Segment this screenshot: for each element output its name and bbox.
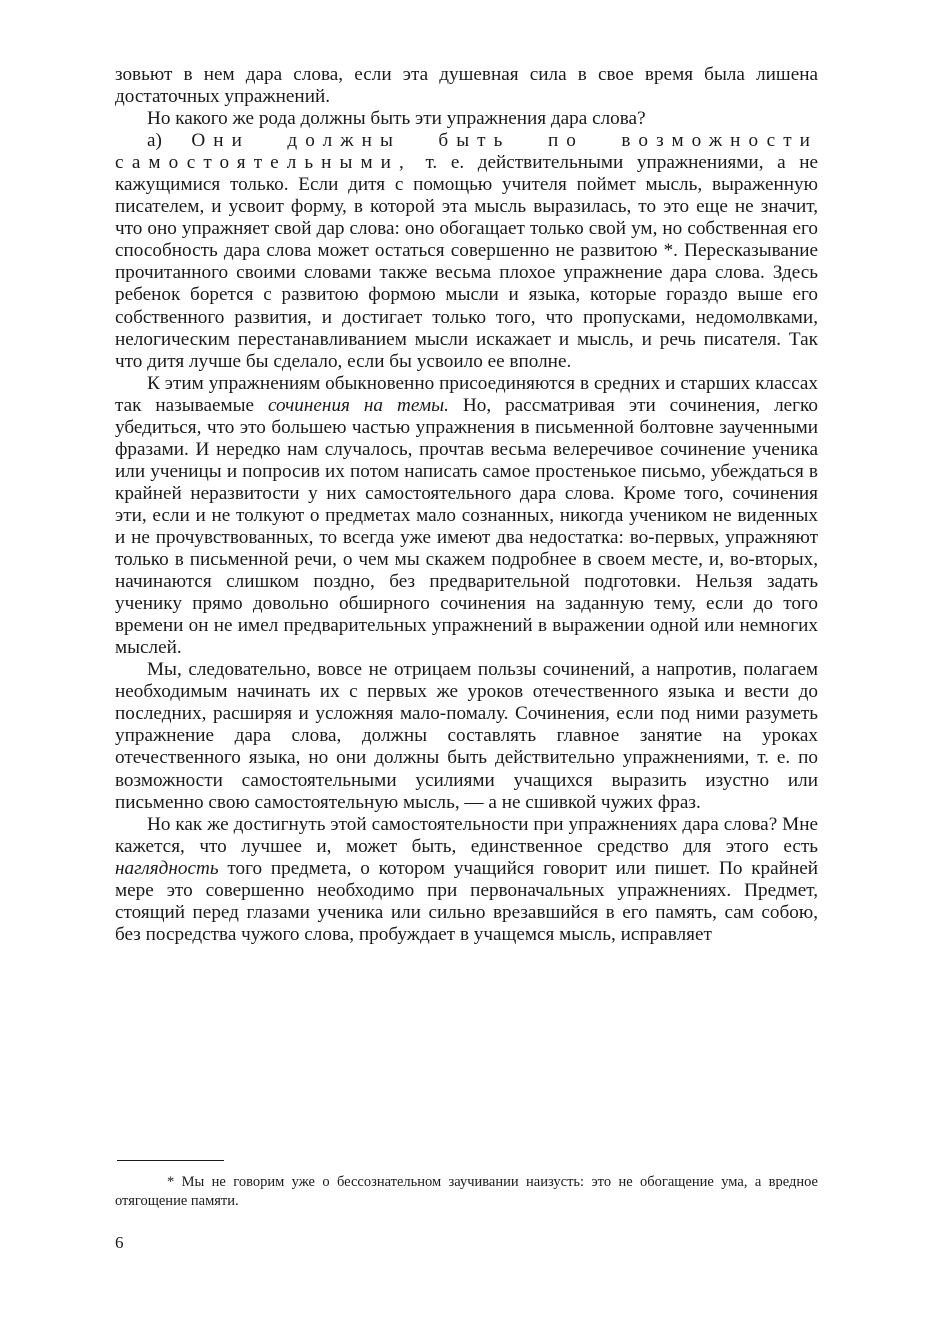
- paragraph-compositions: [115, 373, 818, 660]
- text-before: Но как же достигнуть этой самостоятельности при упражнениях дара слова? Мне кажется, что лучшее и, может быть, единственное средство для этого есть: [115, 813, 818, 857]
- paragraph-conclusion: Мы, следовательно, вовсе не отрицаем пользы сочинений, а напротив, полагаем необходимым начинать их с первых же уроков отечественного языка и вести до последних, расширяя и усложняя мало-помалу. Сочинения, если под ними разуметь упражнение дара слова, должны составлять главное занятие на уроках отечественного языка, но они должны быть действительно упражнениями, т. е. по возможности самостоятельными усилиями учащихся выразить изустно или письменно свою самостоятельную мысль, — а не сшивкой чужих фраз.: [115, 659, 818, 813]
- point-marker: а): [147, 130, 192, 152]
- text-before: К этим упражнениям обыкновенно присоединяются в средних и старших классах так называемые: [115, 372, 818, 416]
- page-number: 6: [115, 1233, 124, 1252]
- body-text: [115, 64, 818, 946]
- spaced-emphasis: Они должны быть по возможности самостоятельными,: [115, 130, 818, 174]
- paragraph-point-a-text: т. е. действительными упражнениями, а не кажущимися только. Если дитя с помощью учителя поймет мысль, выраженную писателем, и усвоит форму, в которой эта мысль выразилась, то это еще не значит, что оно упражняет свой дар слова: оно обогащает только свой ум, но собственная его способность дара слова может остаться совершенно не развитою *. Пересказывание прочитанного своими словами также весьма плохое упражнение дара слова. Здесь ребенок борется с развитою формою мысли и языка, которые гораздо выше его собственного развития, и достигает только того, что пропусками, недомолвками, нелогическим перестанавливанием мысли искажает и мысль, и речь писателя. Так что дитя лучше бы сделало, если бы усвоило ее вполне.: [115, 152, 818, 372]
- paragraph-point-a: [115, 130, 818, 373]
- paragraph-continued: зовьют в нем дара слова, если эта душевная сила в свое время была лишена достаточных упражнений.: [115, 64, 818, 108]
- italic-term: наглядность: [115, 857, 219, 879]
- paragraph-visuality: [115, 814, 818, 946]
- footnote: * Мы не говорим уже о бессознательном заучивании наизусть: это не обогащение ума, а вредное отягощение памяти.: [115, 1174, 818, 1209]
- text-after: Но, рассматривая эти сочинения, легко убедиться, что это большею частью упражнения в письменной болтовне заученными фразами. И нередко нам случалось, прочтав весьма велеречивое сочинение ученика или ученицы и попросив их потом написать самое простенькое письмо, убеждаться в крайней неразвитости у них самостоятельного дара слова. Кроме того, сочинения эти, если и не толкуют о предметах мало сознанных, никогда учеником не виденных и не прочувствованных, то всегда уже имеют два недостатка: во-первых, упражняют только в письменной речи, о чем мы скажем подробнее в своем месте, и, во-вторых, начинаются слишком поздно, без предварительной подготовки. Нельзя задать ученику прямо довольно обширного сочинения на заданную тему, если до того времени он не имел предварительных упражнений в выражении одной или немногих мыслей.: [115, 394, 818, 659]
- footnote-divider: [117, 1160, 224, 1161]
- italic-term: сочинения на темы.: [268, 394, 449, 416]
- paragraph-question: Но какого же рода должны быть эти упражнения дара слова?: [147, 108, 646, 130]
- text-after: того предмета, о котором учащийся говорит или пишет. По крайней мере это совершенно необходимо при первоначальных упражнениях. Предмет, стоящий перед глазами ученика или сильно врезавшийся в его память, сам собою, без посредства чужого слова, пробуждает в учащемся мысль, исправляет: [115, 857, 818, 945]
